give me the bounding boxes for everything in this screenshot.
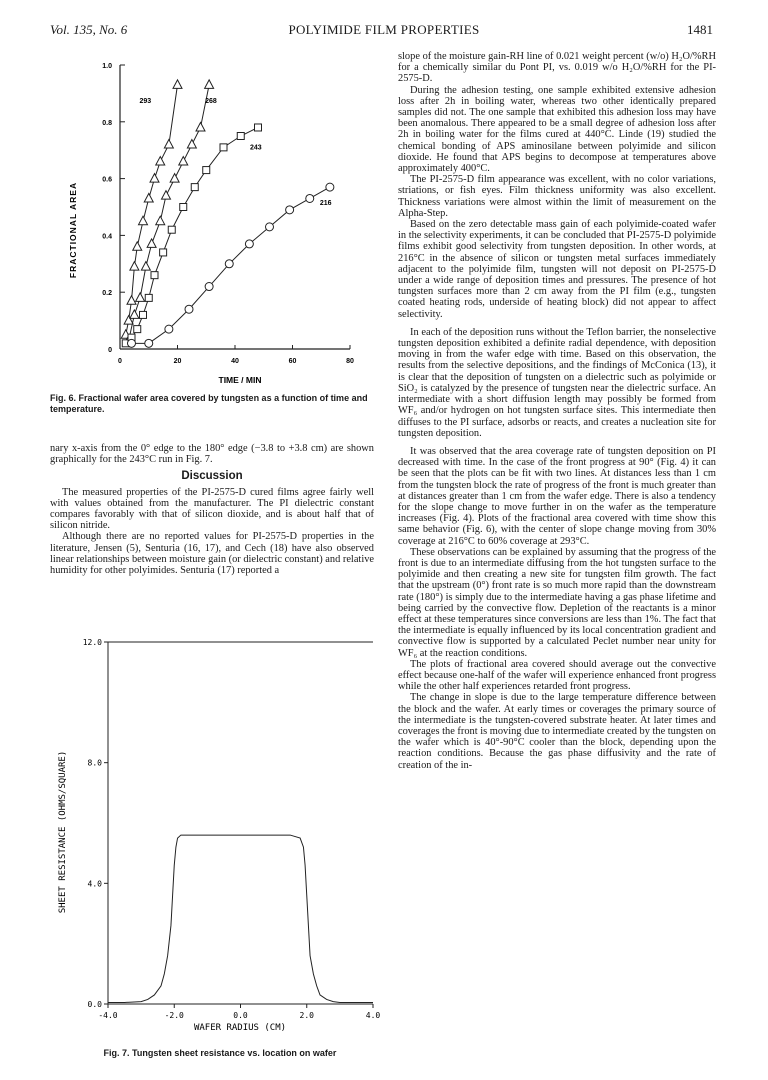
data-point	[173, 80, 182, 89]
data-point	[130, 262, 139, 271]
data-point	[127, 296, 136, 305]
data-point	[160, 249, 167, 256]
resistance-curve	[108, 835, 373, 1002]
page-number: 1481	[687, 22, 713, 37]
data-point	[286, 206, 294, 214]
paragraph: The measured properties of the PI-2575-D cured films agree fairly well with values obtained from the manufacturer. The PI dielectric constant compares favorably with that of silicon dioxide, and is about half that of silicon nitride.	[50, 486, 374, 532]
running-header-volume: Vol. 135, No. 6	[50, 22, 128, 37]
data-point	[150, 174, 159, 183]
paragraph: It was observed that the area coverage rate of tungsten deposition on PI decreased with time. In the case of the front progress at 90° (Fig. 4) it can be seen that the plots can be fit with two lines. At distances less than 1 cm from the tungsten block the rate of progress of the front is much greater than at distances greater than 1 cm from the wafer edge. There is also a tendency for the slope change to move further in on the wafer as the temperature increases (Fig. 4). Plots of the fractional area covered with time show this same behavior (Fig. 6), with the center of slope change moving from 30% coverage at 216°C to 60% coverage at 293°C.	[398, 445, 716, 547]
data-point	[170, 174, 179, 183]
data-point	[185, 305, 193, 313]
data-point	[237, 133, 244, 140]
series-line-268	[129, 85, 210, 341]
series-label-243: 243	[250, 144, 262, 152]
figure-7-axes	[83, 638, 380, 1020]
data-point	[141, 262, 150, 271]
series-label-268: 268	[205, 97, 217, 105]
data-point	[156, 157, 165, 166]
x-tick-label: 60	[288, 358, 297, 365]
y-tick-label: 8.0	[87, 758, 102, 768]
y-tick-label: 0.6	[102, 176, 112, 184]
paragraph: slope of the moisture gain-RH line of 0.021 weight percent (w/o) H₂O/%RH for a chemically similar du Pont PI, vs. 0.019 w/o H₂O/%RH for the PI-2575-D.	[398, 51, 716, 85]
figure-6-data	[121, 80, 334, 347]
data-point	[156, 216, 165, 225]
data-point	[266, 223, 274, 231]
y-tick-label: 12.0	[82, 638, 102, 647]
data-point	[147, 239, 156, 248]
x-tick-label: 0	[118, 358, 122, 365]
y-tick-label: 1.0	[102, 63, 112, 70]
data-point	[180, 204, 187, 211]
y-tick-label: 0.0	[87, 1000, 102, 1009]
right-column-text	[398, 51, 716, 771]
paragraph: Based on the zero detectable mass gain of each polyimide-coated wafer in the selectivity experiments, it can be concluded that PI-2575-D polyimide films exhibit good selectivity from tungsten deposition. In other words, at 216°C in the absence of silicon or tungsten metal surfaces immediately adjacent to the polyimide film, tungsten will not deposit on PI-2575-D under a wide range of deposition times and pressures. The presence of hot tungsten surfaces more than 2 cm away from the PI film (e.g., tungsten coated heating rods, underside of heating block) did not appear to affect selectivity.	[398, 219, 716, 320]
data-point	[144, 193, 153, 202]
data-point	[187, 140, 196, 149]
data-point	[145, 294, 152, 301]
data-point	[205, 80, 214, 89]
paragraph: These observations can be explained by assuming that the progress of the front is due to an intermediate diffusing from the hot tungsten surface to the polyimide and then creating a new site for tungsten film growth. The fact that the upstream (0°) front rate is so much more rapid than the downstream rate (180°) is simply due to the intermediate having a gas phase lifetime and being carried by the convective flow. Depletion of the reactants is a minor effect at these temperatures since conversions are less than 1%. The fact that the intermediate is equally influenced by its local concentration gradient and convective flow is supported by a calculated Peclet number near unity for WF₆ at the reaction conditions.	[398, 546, 716, 659]
series-label-293: 293	[139, 97, 152, 105]
data-point	[205, 283, 213, 291]
data-point	[168, 226, 175, 233]
data-point	[165, 325, 173, 333]
data-point	[162, 191, 171, 200]
y-tick-label: 4.0	[87, 879, 102, 889]
data-point	[136, 293, 145, 302]
y-tick-label: 0.4	[102, 233, 112, 241]
figure-6-chart	[50, 55, 380, 390]
data-point	[164, 140, 173, 149]
y-tick-label: 0	[108, 347, 112, 354]
paragraph: The plots of fractional area covered should average out the convective effect because one-half of the wafer will experience enhanced front progress while the other half experiences retarded front progress.	[398, 658, 716, 693]
paragraph: During the adhesion testing, one sample exhibited extensive adhesion loss after 2h in boiling water, whereas two other identically prepared samples did not. The one sample that exhibited this adhesion loss may have been anomalous. There appeared to be a small degree of adhesion loss after 2h in boiling water for the films cured at 440°C. Linde (19) studied the chemical bonding of APS aminosilane between polyimide and silicon dioxide. He found that APS begins to decompose at temperatures above approximately 400°C.	[398, 84, 716, 175]
figure-7-x-label: WAFER RADIUS (CM)	[193, 1023, 287, 1033]
data-point	[306, 194, 314, 202]
data-point	[145, 339, 153, 347]
x-tick-label: 4.0	[365, 1011, 380, 1020]
running-header-title: POLYIMIDE FILM PROPERTIES	[288, 22, 480, 37]
paragraph: The PI-2575-D film appearance was excellent, with no color variations, striations, or fish eyes. Film thickness uniformity was also excellent. Thickness variations were almost within the limit of measurement on the Alpha-Step.	[398, 174, 716, 219]
figure-6-x-label: TIME / MIN	[218, 375, 262, 385]
section-heading-discussion: Discussion	[181, 470, 243, 483]
data-point	[179, 157, 188, 166]
data-point	[203, 167, 210, 174]
data-point	[255, 124, 262, 131]
data-point	[134, 326, 141, 333]
data-point	[191, 184, 198, 191]
x-tick-label: 2.0	[299, 1011, 314, 1020]
x-tick-label: 20	[173, 358, 182, 365]
figure-6-caption: Fig. 6. Fractional wafer area covered by tungsten as a function of time and temperature.	[50, 393, 368, 414]
x-tick-label: 0.0	[233, 1011, 248, 1020]
paragraph: In each of the deposition runs without the Teflon barrier, the nonselective tungsten deposition exhibited a definite radial dependence, with deposition moving in from the wafer edge with time. Based on this observation, the results from the selective depositions, and the findings of McConica (13), it is clear that the deposition of tungsten on a dielectric such as polyimide or SiO₂ is catalyzed by the presence of tungsten near the dielectric surface. An intermediate with a short diffusion length may possibly be formed from WF₆ and/or hydrogen on hot tungsten surface sites. This intermediate then diffuses to the PI surface, adsorbs or reacts, and creates a nucleation site for tungsten deposition.	[398, 326, 716, 439]
figure-7-data	[108, 835, 373, 1002]
data-point	[225, 260, 233, 268]
figure-6-axes	[102, 63, 354, 365]
data-point	[139, 216, 148, 225]
paragraph: nary x-axis from the 0° edge to the 180° edge (−3.8 to +3.8 cm) are shown graphically for the 243°C run in Fig. 7.	[50, 443, 374, 466]
y-tick-label: 0.2	[102, 290, 112, 298]
data-point	[140, 311, 147, 318]
paragraph: The change in slope is due to the large temperature difference between the block and the wafer. At early times or coverages the primary source of the intermediate is the tungsten-covered substrate heater. At later times and coverages the front is moving due to intermediate created by the tungsten on the wafer which is 40°-90°C cooler than the block, depending upon the reaction conditions. Because the gas phase diffusivity and the rate of creation of the in-	[398, 692, 716, 771]
data-point	[196, 122, 205, 131]
x-tick-label: 80	[346, 358, 354, 365]
data-point	[130, 310, 139, 319]
data-point	[326, 183, 334, 191]
paragraph: Although there are no reported values for PI-2575-D properties in the literature, Jensen (5), Senturia (16, 17), and Cech (18) have also observed linear relationships between moisture gain (or dielectric constant) and relative humidity for other polyimides. Senturia (17) reported a	[50, 531, 375, 577]
left-column-text	[50, 443, 374, 576]
figure-7-chart	[50, 632, 380, 1044]
figure-7-y-label: SHEET RESISTANCE (OHMS/SQUARE)	[58, 750, 68, 914]
data-point	[133, 242, 142, 251]
y-tick-label: 0.8	[102, 119, 112, 127]
x-tick-label: -2.0	[164, 1011, 184, 1020]
figure-6-y-label: FRACTIONAL AREA	[68, 181, 78, 279]
figure-7-caption: Fig. 7. Tungsten sheet resistance vs. location on wafer	[103, 1048, 337, 1058]
series-label-216: 216	[319, 200, 332, 208]
data-point	[245, 240, 253, 248]
x-tick-label: -4.0	[98, 1011, 118, 1020]
data-point	[220, 144, 227, 151]
data-point	[151, 272, 158, 279]
x-tick-label: 40	[231, 358, 239, 365]
data-point	[128, 339, 136, 347]
